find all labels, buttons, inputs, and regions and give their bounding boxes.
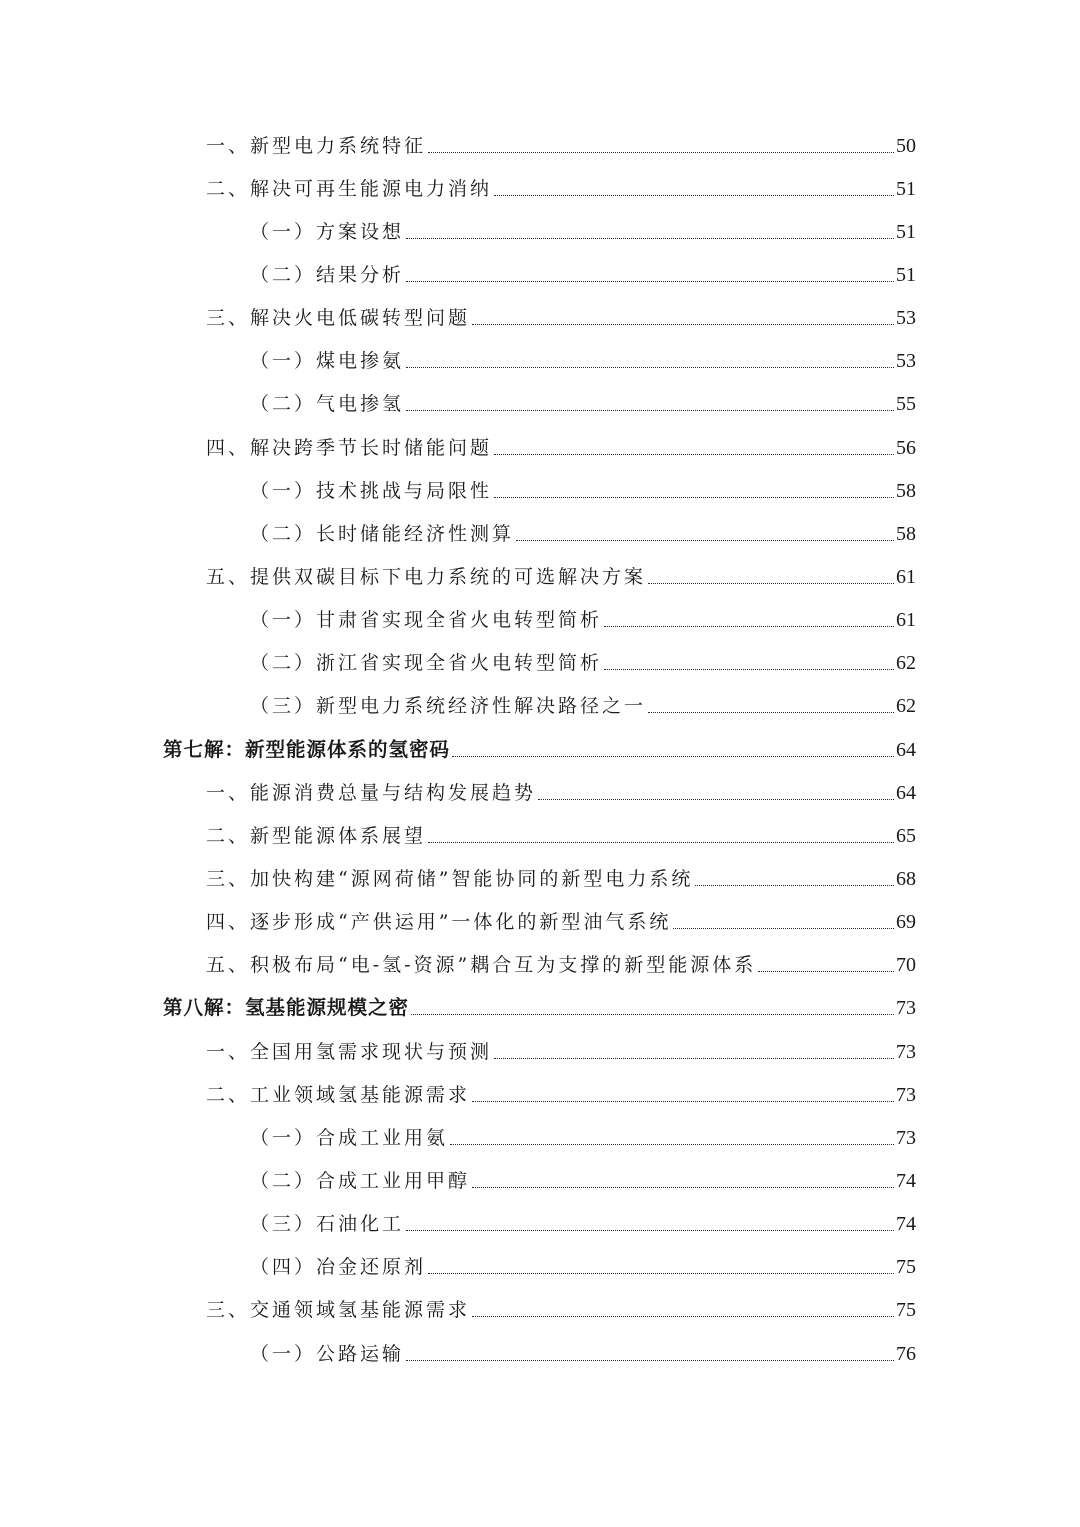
dot-leader: [428, 1272, 894, 1274]
dot-leader: [452, 755, 894, 757]
dot-leader: [604, 668, 894, 670]
toc-page-number: 55: [896, 393, 916, 416]
toc-section-entry[interactable]: [0, 771, 1080, 814]
toc-section-entry[interactable]: [0, 901, 1080, 944]
toc-entry-title: （一）合成工业用氨: [250, 1126, 449, 1149]
toc-entry-title: 四、解决跨季节长时储能问题: [206, 436, 493, 459]
toc-entry-line: [206, 565, 916, 589]
toc-entry-line: [250, 1342, 916, 1366]
toc-entry-line: [250, 349, 916, 373]
toc-page-number: 64: [896, 738, 916, 761]
toc-page-number: 62: [896, 695, 916, 718]
toc-page-number: 51: [896, 263, 916, 286]
toc-subsection-entry[interactable]: [0, 253, 1080, 296]
toc-section-entry[interactable]: [0, 124, 1080, 167]
dot-leader: [494, 496, 894, 498]
toc-entry-title: 五、积极布局“电-氢-资源”耦合互为支撑的新型能源体系: [206, 954, 757, 977]
toc-page-number: 64: [896, 781, 916, 804]
toc-entry-line: [206, 1083, 916, 1107]
toc-page-number: 75: [896, 1299, 916, 1322]
toc-page-number: 51: [896, 220, 916, 243]
dot-leader: [494, 1057, 894, 1059]
dot-leader: [406, 366, 894, 368]
toc-entry-line: [206, 867, 916, 891]
toc-chapter-entry[interactable]: [0, 987, 1080, 1030]
toc-subsection-entry[interactable]: [0, 1203, 1080, 1246]
dot-leader: [494, 453, 894, 455]
toc-subsection-entry[interactable]: [0, 340, 1080, 383]
dot-leader: [472, 1315, 894, 1317]
toc-entry-title: （二）合成工业用甲醇: [250, 1169, 471, 1192]
toc-page-number: 74: [896, 1213, 916, 1236]
toc-entry-title: 二、新型能源体系展望: [206, 824, 427, 847]
dot-leader: [428, 151, 894, 153]
toc-subsection-entry[interactable]: [0, 1246, 1080, 1289]
toc-entry-line: [250, 1169, 916, 1193]
toc-page-number: 53: [896, 350, 916, 373]
toc-page-number: 53: [896, 307, 916, 330]
toc-entry-line: [250, 694, 916, 718]
toc-entry-line: [250, 1126, 916, 1150]
dot-leader: [411, 1013, 894, 1015]
toc-page-number: 51: [896, 177, 916, 200]
toc-subsection-entry[interactable]: [0, 383, 1080, 426]
dot-leader: [406, 1359, 894, 1361]
toc-entry-line: [206, 1040, 916, 1064]
toc-page-number: 73: [896, 1040, 916, 1063]
toc-page-number: 76: [896, 1342, 916, 1365]
toc-entry-title: 一、全国用氢需求现状与预测: [206, 1040, 493, 1063]
toc-entry-line: [206, 134, 916, 158]
dot-leader: [673, 927, 894, 929]
toc-page-number: 69: [896, 911, 916, 934]
toc-entry-title: 第七解：新型能源体系的氢密码: [163, 737, 451, 761]
toc-entry-title: （四）冶金还原剂: [250, 1256, 427, 1279]
dot-leader: [494, 194, 894, 196]
toc-entry-line: [250, 522, 916, 546]
dot-leader: [406, 237, 894, 239]
toc-entry-title: （二）长时储能经济性测算: [250, 522, 515, 545]
dot-leader: [428, 841, 894, 843]
toc-entry-title: 三、解决火电低碳转型问题: [206, 307, 471, 330]
toc-entry-title: （一）方案设想: [250, 220, 405, 243]
dot-leader: [472, 1100, 894, 1102]
toc-entry-title: （三）新型电力系统经济性解决路径之一: [250, 695, 647, 718]
toc-section-entry[interactable]: [0, 426, 1080, 469]
toc-subsection-entry[interactable]: [0, 469, 1080, 512]
toc-entry-title: 四、逐步形成“产供运用”一体化的新型油气系统: [206, 911, 672, 934]
toc-entry-line: [250, 392, 916, 416]
toc-entry-title: （二）结果分析: [250, 263, 405, 286]
dot-leader: [406, 409, 894, 411]
toc-entry-line: [250, 1255, 916, 1279]
toc-page-number: 73: [896, 1126, 916, 1149]
toc-entry-line: [163, 738, 916, 762]
dot-leader: [758, 970, 894, 972]
toc-page-number: 56: [896, 436, 916, 459]
dot-leader: [516, 539, 894, 541]
toc-entry-line: [206, 910, 916, 934]
toc-subsection-entry[interactable]: [0, 512, 1080, 555]
toc-entry-title: 二、解决可再生能源电力消纳: [206, 177, 493, 200]
toc-section-entry[interactable]: [0, 297, 1080, 340]
toc-entry-line: [206, 953, 916, 977]
dot-leader: [648, 711, 894, 713]
toc-section-entry[interactable]: [0, 167, 1080, 210]
toc-entry-line: [206, 1298, 916, 1322]
toc-subsection-entry[interactable]: [0, 599, 1080, 642]
dot-leader: [472, 1186, 894, 1188]
toc-page-number: 75: [896, 1256, 916, 1279]
dot-leader: [406, 280, 894, 282]
toc-page-number: 68: [896, 867, 916, 890]
toc-chapter-entry[interactable]: [0, 728, 1080, 771]
toc-page-number: 50: [896, 134, 916, 157]
toc-entry-line: [250, 263, 916, 287]
toc-entry-title: 一、能源消费总量与结构发展趋势: [206, 781, 537, 804]
toc-page-number: 74: [896, 1169, 916, 1192]
toc-entry-line: [206, 824, 916, 848]
toc-entry-title: （一）煤电掺氨: [250, 350, 405, 373]
toc-entry-line: [250, 1212, 916, 1236]
toc-entry-title: （二）浙江省实现全省火电转型简析: [250, 652, 603, 675]
toc-entry-title: 三、交通领域氢基能源需求: [206, 1299, 471, 1322]
toc-entry-title: 二、工业领域氢基能源需求: [206, 1083, 471, 1106]
dot-leader: [406, 1229, 894, 1231]
toc-entry-line: [206, 781, 916, 805]
toc-page-number: 58: [896, 522, 916, 545]
toc-page-number: 70: [896, 954, 916, 977]
toc-page-number: 73: [896, 997, 916, 1020]
toc-subsection-entry[interactable]: [0, 685, 1080, 728]
toc-entry-line: [250, 608, 916, 632]
table-of-contents: [0, 124, 1080, 1375]
toc-page-number: 61: [896, 565, 916, 588]
dot-leader: [648, 582, 894, 584]
toc-page-number: 65: [896, 824, 916, 847]
toc-entry-title: （一）甘肃省实现全省火电转型简析: [250, 609, 603, 632]
toc-section-entry[interactable]: [0, 1030, 1080, 1073]
toc-entry-title: 三、加快构建“源网荷储”智能协同的新型电力系统: [206, 867, 694, 890]
toc-entry-line: [206, 436, 916, 460]
toc-entry-title: 五、提供双碳目标下电力系统的可选解决方案: [206, 565, 647, 588]
toc-entry-line: [250, 220, 916, 244]
toc-section-entry[interactable]: [0, 814, 1080, 857]
toc-entry-line: [206, 177, 916, 201]
toc-entry-title: （二）气电掺氢: [250, 393, 405, 416]
toc-section-entry[interactable]: [0, 555, 1080, 598]
toc-entry-title: （三）石油化工: [250, 1213, 405, 1236]
toc-section-entry[interactable]: [0, 857, 1080, 900]
toc-entry-line: [206, 306, 916, 330]
dot-leader: [538, 798, 894, 800]
toc-page-number: 73: [896, 1083, 916, 1106]
toc-entry-title: （一）技术挑战与局限性: [250, 479, 493, 502]
toc-subsection-entry[interactable]: [0, 1116, 1080, 1159]
toc-entry-line: [250, 651, 916, 675]
toc-entry-title: 一、新型电力系统特征: [206, 134, 427, 157]
dot-leader: [450, 1143, 894, 1145]
toc-subsection-entry[interactable]: [0, 1332, 1080, 1375]
toc-page-number: 62: [896, 652, 916, 675]
toc-section-entry[interactable]: [0, 944, 1080, 987]
toc-entry-line: [163, 996, 916, 1020]
toc-subsection-entry[interactable]: [0, 210, 1080, 253]
toc-page-number: 58: [896, 479, 916, 502]
toc-section-entry[interactable]: [0, 1289, 1080, 1332]
dot-leader: [472, 323, 894, 325]
toc-entry-title: 第八解：氢基能源规模之密: [163, 996, 410, 1020]
toc-subsection-entry[interactable]: [0, 1159, 1080, 1202]
toc-page-number: 61: [896, 609, 916, 632]
toc-entry-line: [250, 479, 916, 503]
toc-subsection-entry[interactable]: [0, 642, 1080, 685]
toc-section-entry[interactable]: [0, 1073, 1080, 1116]
dot-leader: [695, 884, 894, 886]
dot-leader: [604, 625, 894, 627]
toc-entry-title: （一）公路运输: [250, 1342, 405, 1365]
